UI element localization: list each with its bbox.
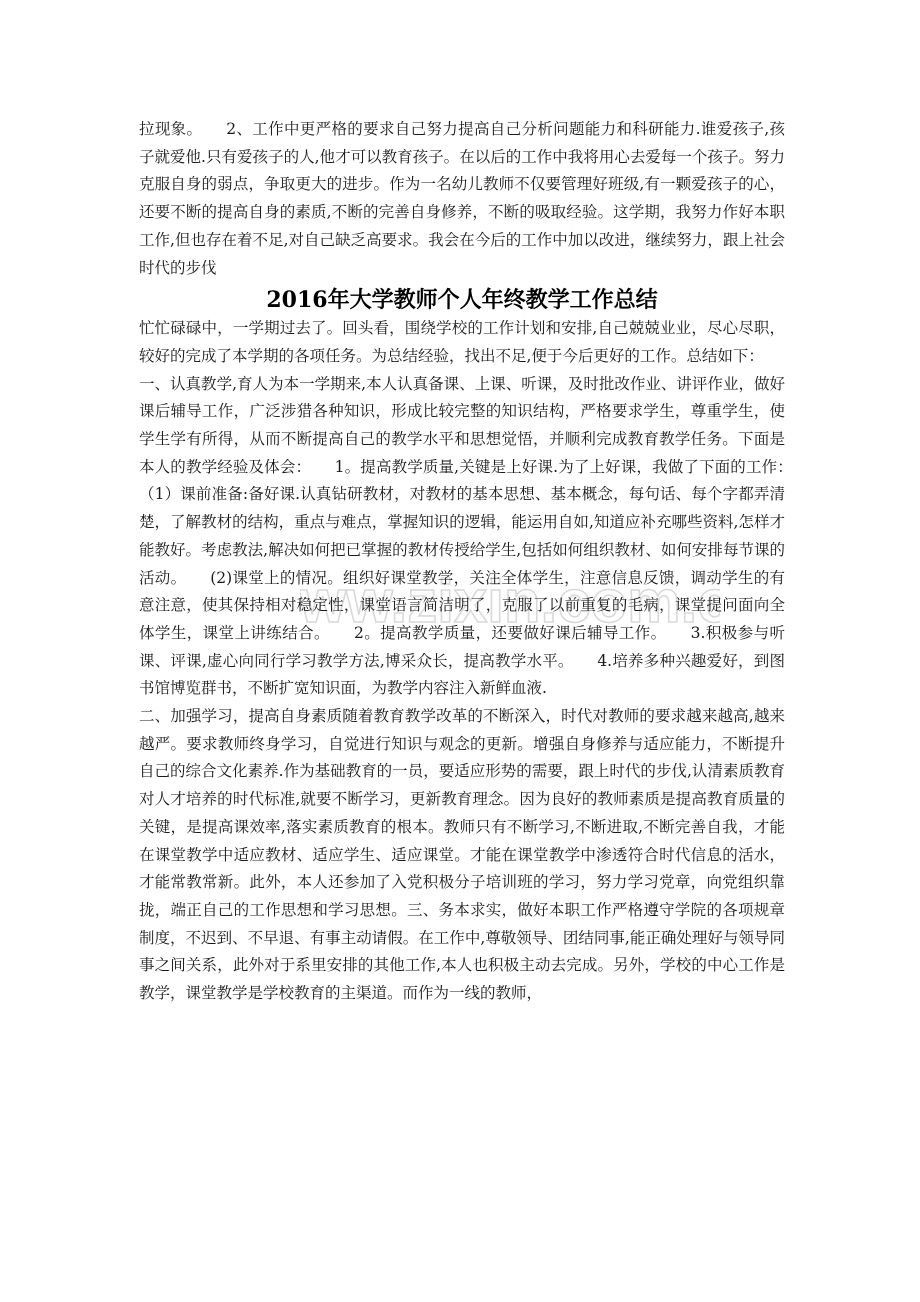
document-title: 2016年大学教师个人年终教学工作总结 (266, 287, 658, 314)
document-body (139, 116, 817, 1008)
body-paragraph: 忙忙碌碌中，一学期过去了。回头看，围绕学校的工作计划和安排,自己兢兢业业，尽心尽职，较好的完成了本学期的各项任务。为总结经验，找出不足,便于今后更好的工作。总结如下： (139, 319, 785, 365)
intro-paragraph: 拉现象。 2、工作中更严格的要求自己努力提高自己分析问题能力和科研能力.谁爱孩子,孩子就爱他.只有爱孩子的人,他才可以教育孩子。在以后的工作中我将用心去爱每一个孩子。努力克服自身的弱点，争取更大的进步。作为一名幼儿教师不仅要管理好班级,有一颗爱孩子的心，还要不断的提高自身的素质,不断的完善自身修养，不断的吸取经验。这学期，我努力作好本职工作,但也存在着不足,对自己缺乏高要求。我会在今后的工作中加以改进，继续努力，跟上社会时代的步伐 (139, 120, 785, 277)
watermark-text: ww.zixin.com.c (300, 568, 720, 635)
body-paragraph: 一、认真教学,育人为本一学期来,本人认真备课、上课、听课，及时批改作业、讲评作业，做好课后辅导工作，广泛涉猎各种知识，形成比较完整的知识结构，严格要求学生，尊重学生，使学生学有所得，从而不断提高自己的教学水平和思想觉悟，并顺利完成教育教学任务。下面是本人的教学经验及体会： 1。提高教学质量,关键是上好课.为了上好课，我做了下面的工作： （1）课前准备:备好课.认真钻研教材，对教材的基本思想、基本概念，每句话、每个字都弄清楚，了解教材的结构，重点与难点，掌握知识的逻辑，能运用自如,知道应补充哪些资料,怎样才能教好。考虑教法,解决如何把已掌握的教材传授给学生,包括如何组织教材、如何安排每节课的活动。 (2)课堂上的情况。组织好课堂教学，关注全体学生，注意信息反馈，调动学生的有意注意，使其保持相对稳定性，课堂语言简洁明了，克服了以前重复的毛病，课堂提问面向全体学生，课堂上讲练结合。 2。提高教学质量，还要做好课后辅导工作。 3.积极参与听课、评课,虚心向同行学习教学方法,博采众长，提高教学水平。 4.培养多种兴趣爱好，到图书馆博览群书，不断扩宽知识面，为教学内容注入新鲜血液. (139, 374, 817, 698)
body-paragraph: 二、加强学习，提高自身素质随着教育教学改革的不断深入，时代对教师的要求越来越高,越来越严。要求教师终身学习，自觉进行知识与观念的更新。增强自身修养与适应能力，不断提升自己的综合文化素养.作为基础教育的一员，要适应形势的需要，跟上时代的步伐,认清素质教育对人才培养的时代标准,就要不断学习，更新教育理念。因为良好的教师素质是提高教育质量的关键，是提高课效率,落实素质教育的根本。教师只有不断学习,不断进取,不断完善自我，才能在课堂教学中适应教材、适应学生、适应课堂。才能在课堂教学中渗透符合时代信息的活水，才能常教常新。此外，本人还参加了入党积极分子培训班的学习，努力学习党章，向党组织靠拢，端正自己的工作思想和学习思想。三、务本求实，做好本职工作严格遵守学院的各项规章制度，不迟到、不早退、有事主动请假。在工作中,尊敬领导、团结同事,能正确处理好与领导同事之间关系，此外对于系里安排的其他工作,本人也积极主动去完成。另外，学校的中心工作是教学，课堂教学是学校教育的主渠道。而作为一线的教师， (139, 707, 785, 1003)
